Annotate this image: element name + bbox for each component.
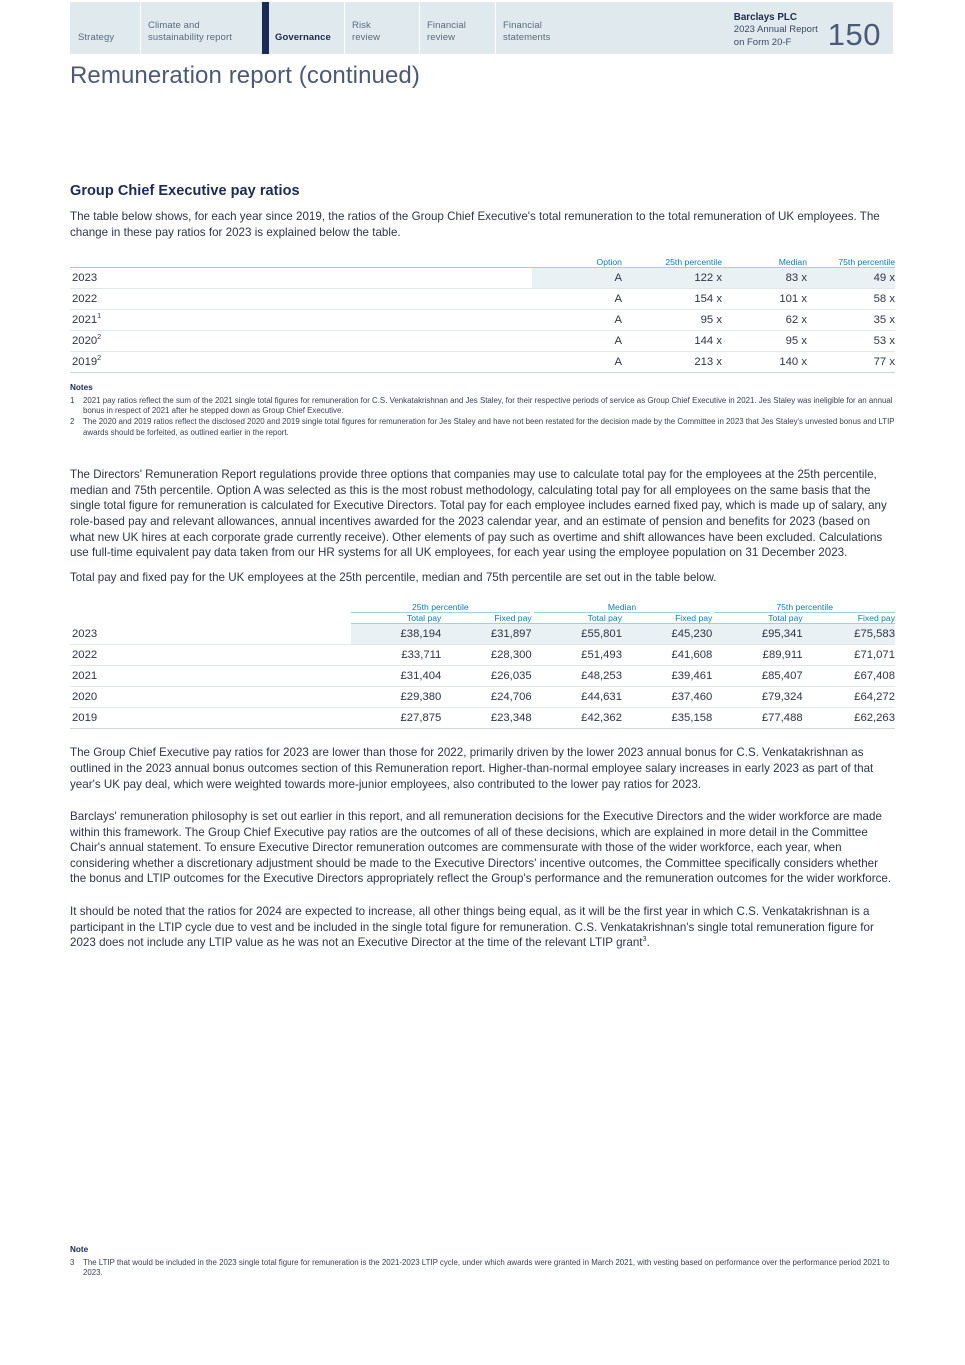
- cell-median-total: £48,253: [532, 666, 622, 687]
- cell-year-text: 2022: [72, 293, 98, 306]
- spacer: [70, 729, 895, 745]
- cell-year: 2022: [70, 645, 351, 666]
- footnote-marker: 1: [97, 311, 102, 321]
- cell-median: 95 x: [722, 331, 807, 352]
- nav-tab-financial-statements-line1: Financial: [503, 20, 542, 31]
- report-title-line1: 2023 Annual Report: [733, 24, 818, 36]
- cell-p25-total: £29,380: [351, 687, 441, 708]
- spacer: [70, 439, 895, 455]
- cell-option: A: [532, 289, 622, 310]
- cell-p75-total: £89,911: [712, 645, 802, 666]
- bottom-note: [70, 1245, 895, 1279]
- table-row: [70, 268, 895, 289]
- note-number: 3: [70, 1257, 75, 1267]
- cell-p25-fixed: £23,348: [441, 708, 531, 729]
- nav-tab-climate-line1: Climate and: [148, 20, 200, 31]
- spacer: [70, 896, 895, 904]
- cell-p25-total: £33,711: [351, 645, 441, 666]
- spacer: [70, 249, 895, 257]
- cell-p25: 122 x: [622, 268, 722, 289]
- cell-p25-total: £27,875: [351, 708, 441, 729]
- cell-p25-total: £31,404: [351, 666, 441, 687]
- table-row: [70, 352, 895, 373]
- brand-name: Barclays PLC: [733, 12, 797, 23]
- outlook-paragraph: [70, 904, 895, 951]
- cell-year-text: 2023: [72, 272, 98, 285]
- note-text: The 2020 and 2019 ratios reflect the disclosed 2020 and 2019 single total figures for remuneration for Jes Staley and have not been restated for the decision made by the Committee in 2023 that Jes Staley's unvested bonus and LTIP awards should be forfeited, as outlined earlier in the report.: [83, 417, 895, 438]
- table-notes: [70, 383, 895, 438]
- cell-p75-fixed: £71,071: [803, 645, 895, 666]
- cell-p25-fixed: £28,300: [441, 645, 531, 666]
- nav-tab-climate-line2: sustainability report: [148, 32, 232, 43]
- outlook-paragraph-end: .: [646, 936, 650, 950]
- subheader-p25-fixed-pay: Fixed pay: [441, 613, 531, 624]
- nav-tab-financial-review-label: [427, 20, 466, 44]
- cell-median: 62 x: [722, 310, 807, 331]
- note-item: [70, 396, 895, 417]
- table-header-row: [70, 257, 895, 268]
- subheader-p25-total-pay: Total pay: [351, 613, 441, 624]
- section-heading: Group Chief Executive pay ratios: [70, 183, 300, 199]
- cell-option: A: [532, 268, 622, 289]
- cell-p75-fixed: £64,272: [803, 687, 895, 708]
- group-header-blank: [70, 602, 351, 613]
- page-number: 150: [827, 17, 881, 52]
- nav-tab-risk-line1: Risk: [352, 20, 371, 31]
- cell-median-fixed: £45,230: [622, 624, 712, 645]
- cell-median: 101 x: [722, 289, 807, 310]
- note-number: 2: [70, 417, 75, 427]
- nav-tab-risk-review[interactable]: [344, 2, 419, 54]
- subheader-median-total-pay: Total pay: [532, 613, 622, 624]
- notes-title: Notes: [70, 383, 93, 393]
- cell-median: 140 x: [722, 352, 807, 373]
- cell-year: [70, 352, 532, 373]
- group-header-median: Median: [532, 602, 713, 613]
- table-row: [70, 310, 895, 331]
- methodology-paragraph: The Directors' Remuneration Report regulations provide three options that companies may use to calculate total pay for the employees at the 25th percentile, median and 75th percentile. Option A was selected as this is the most robust methodology, calculating total pay for all employees on the same basis that the single total figure for remuneration is calculated for Executive Directors. Total pay for each employee includes earned fixed pay, which is made up of salary, any role-based pay and relevant allowances, annual incentives awarded for the 2023 calendar year, and an estimate of pension and benefits for 2023 (based on what new UK hires at each corporate grade currently receive). Other elements of pay such as overtime and shift allowances have been excluded. Calculations use full-time equivalent pay data taken from our HR systems for all UK employees, for each year using the employee population on 31 December 2023.: [70, 468, 887, 560]
- outlook-paragraph-part2: C.S. Venkatakrishnan's single total remuneration figure for 2023 does not include any LTIP value as he was not an Executive Director at the time of the relevant LTIP grant: [70, 920, 874, 950]
- table-row: [70, 289, 895, 310]
- cell-p75-fixed: £75,583: [803, 624, 895, 645]
- nav-tab-governance-label: Governance: [275, 32, 331, 43]
- nav-tab-financial-statements-label: [503, 20, 550, 44]
- cell-option: A: [532, 310, 622, 331]
- nav-tab-risk-line2: review: [352, 32, 381, 43]
- page-content: [70, 182, 895, 951]
- cell-median: 83 x: [722, 268, 807, 289]
- cell-p25: 154 x: [622, 289, 722, 310]
- cell-year-text: 2021: [72, 314, 98, 327]
- nav-tab-financial-statements[interactable]: [495, 2, 577, 54]
- section-intro-paragraph: The table below shows, for each year since 2019, the ratios of the Group Chief Executive's total remuneration to the total remuneration of UK employees. The change in these pay ratios for 2023 is explained below the table.: [70, 210, 880, 239]
- page-title: Remuneration report (continued): [70, 62, 420, 89]
- cell-p25-total: £38,194: [351, 624, 441, 645]
- cell-p75-total: £85,407: [712, 666, 802, 687]
- nav-tab-climate-and-sustainability-report[interactable]: [140, 2, 262, 54]
- philosophy-paragraph: Barclays' remuneration philosophy is set out earlier in this report, and all remuneration decisions for the Executive Directors and the wider workforce are made within this framework. The Group Chief Executive pay ratios are the outcomes of all of these decisions, which are explained in more detail in the Committee Chair's annual statement. To ensure Executive Director remuneration outcomes are commensurate with those of the wider workforce, each year, when considering whether a discretionary adjustment should be made to the Executive Directors' incentive outcomes, the Committee specifically considers whether the bonus and LTIP outcomes for the Executive Directors appropriately reflect the Group's performance and the remuneration outcomes for the wider workforce.: [70, 810, 892, 886]
- column-header-option: Option: [532, 257, 622, 268]
- table-lead-in-paragraph: Total pay and fixed pay for the UK employees at the 25th percentile, median and 75th percentile are set out in the table below.: [70, 570, 717, 584]
- section-nav-bar: [70, 2, 893, 54]
- cell-year: 2021: [70, 666, 351, 687]
- group-header-75th-percentile: 75th percentile: [712, 602, 895, 613]
- report-identifier: [734, 2, 893, 54]
- note-item: [70, 417, 895, 438]
- note-text: 2021 pay ratios reflect the sum of the 2021 single total figures for remuneration for C.S. Venkatakrishnan and Jes Staley, for their respective periods of service as Group Chief Executive in 2021. Jes Staley was ineligible for an annual bonus in respect of 2021 after he stepped down as Group Chief Executive.: [83, 395, 893, 416]
- cell-p25-fixed: £31,897: [441, 624, 531, 645]
- cell-median-fixed: £39,461: [622, 666, 712, 687]
- cell-median-fixed: £41,608: [622, 645, 712, 666]
- cell-year: 2019: [70, 708, 351, 729]
- group-header-25th-percentile: 25th percentile: [351, 602, 532, 613]
- note-item: [70, 1258, 895, 1279]
- ratio-explanation-paragraph: The Group Chief Executive pay ratios for 2023 are lower than those for 2022, primarily driven by the lower 2023 annual bonus for C.S. Venkatakrishnan as outlined in the 2023 annual bonus outcomes section of this Remuneration report. Higher-than-normal employee salary increases in early 2023 as part of that year's UK pay deal, which were weighted towards more-junior employees, also contributed to the lower pay ratios for 2023.: [70, 746, 874, 791]
- table-row: [70, 645, 895, 666]
- nav-tab-climate-label: [148, 20, 232, 44]
- cell-p75-total: £77,488: [712, 708, 802, 729]
- nav-tab-financial-review[interactable]: [419, 2, 495, 54]
- cell-p25-fixed: £24,706: [441, 687, 531, 708]
- bottom-note-title: Note: [70, 1245, 89, 1254]
- cell-p75: 35 x: [807, 310, 895, 331]
- note-text: The LTIP that would be included in the 2023 single total figure for remuneration is the 2021-2023 LTIP cycle, under which awards were granted in March 2021, with vesting based on performance over the performance period 2021 to 2023.: [83, 1257, 890, 1278]
- cell-median-total: £44,631: [532, 687, 622, 708]
- table-row: [70, 331, 895, 352]
- subheader-median-fixed-pay: Fixed pay: [622, 613, 712, 624]
- total-and-fixed-pay-table: [70, 602, 895, 729]
- table-row: [70, 624, 895, 645]
- nav-tab-strategy[interactable]: [70, 2, 140, 54]
- spacer: [70, 594, 895, 602]
- subheader-p75-fixed-pay: Fixed pay: [803, 613, 895, 624]
- cell-median-total: £51,493: [532, 645, 622, 666]
- cell-p75: 53 x: [807, 331, 895, 352]
- table-subheader-row: [70, 613, 895, 624]
- nav-tab-governance[interactable]: [262, 2, 344, 54]
- spacer: [70, 801, 895, 809]
- table-group-header-row: [70, 602, 895, 613]
- nav-spacer: [577, 2, 734, 54]
- footnote-marker: 3: [642, 934, 647, 944]
- subheader-p75-total-pay: Total pay: [712, 613, 802, 624]
- cell-year-text: 2019: [72, 356, 98, 369]
- cell-p25-fixed: £26,035: [441, 666, 531, 687]
- footnote-marker: 2: [97, 353, 102, 363]
- cell-p75-total: £95,341: [712, 624, 802, 645]
- cell-year-text: 2020: [72, 335, 98, 348]
- cell-p75-total: £79,324: [712, 687, 802, 708]
- spacer: [70, 455, 895, 467]
- cell-p25: 144 x: [622, 331, 722, 352]
- cell-p25: 213 x: [622, 352, 722, 373]
- table-row: [70, 687, 895, 708]
- cell-p75: 58 x: [807, 289, 895, 310]
- pay-ratios-table: [70, 257, 895, 373]
- nav-tab-strategy-label: Strategy: [78, 32, 115, 43]
- table-row: [70, 666, 895, 687]
- cell-p75: 77 x: [807, 352, 895, 373]
- cell-median-fixed: £35,158: [622, 708, 712, 729]
- nav-tab-financial-review-line1: Financial: [427, 20, 466, 31]
- note-number: 1: [70, 395, 75, 405]
- cell-option: A: [532, 352, 622, 373]
- cell-median-total: £42,362: [532, 708, 622, 729]
- cell-year: [70, 310, 532, 331]
- outlook-paragraph-part1: It should be noted that the ratios for 2024 are expected to increase, all other things being equal, as it will be the first year in which C.S. Venkatakrishnan is a participant in the LTIP cycle due to vest and be included in the single total figure for remuneration.: [70, 905, 870, 934]
- column-header-25th-percentile: 25th percentile: [622, 257, 722, 268]
- cell-year: 2023: [70, 624, 351, 645]
- cell-p75: 49 x: [807, 268, 895, 289]
- column-header-median: Median: [722, 257, 807, 268]
- cell-median-fixed: £37,460: [622, 687, 712, 708]
- nav-tab-financial-review-line2: review: [427, 32, 456, 43]
- cell-year: [70, 331, 532, 352]
- cell-year: [70, 289, 532, 310]
- cell-year: [70, 268, 532, 289]
- cell-p25: 95 x: [622, 310, 722, 331]
- cell-p75-fixed: £67,408: [803, 666, 895, 687]
- column-header-year: [70, 257, 532, 268]
- report-identifier-lines: [734, 11, 818, 49]
- report-title-line2: on Form 20-F: [733, 36, 792, 48]
- table-row: [70, 708, 895, 729]
- footnote-marker: 2: [97, 332, 102, 342]
- column-header-75th-percentile: 75th percentile: [807, 257, 895, 268]
- nav-tab-financial-statements-line2: statements: [503, 32, 551, 43]
- cell-p75-fixed: £62,263: [803, 708, 895, 729]
- cell-option: A: [532, 331, 622, 352]
- cell-median-total: £55,801: [532, 624, 622, 645]
- cell-year: 2020: [70, 687, 351, 708]
- nav-tab-risk-label: [352, 20, 380, 44]
- subheader-blank: [70, 613, 351, 624]
